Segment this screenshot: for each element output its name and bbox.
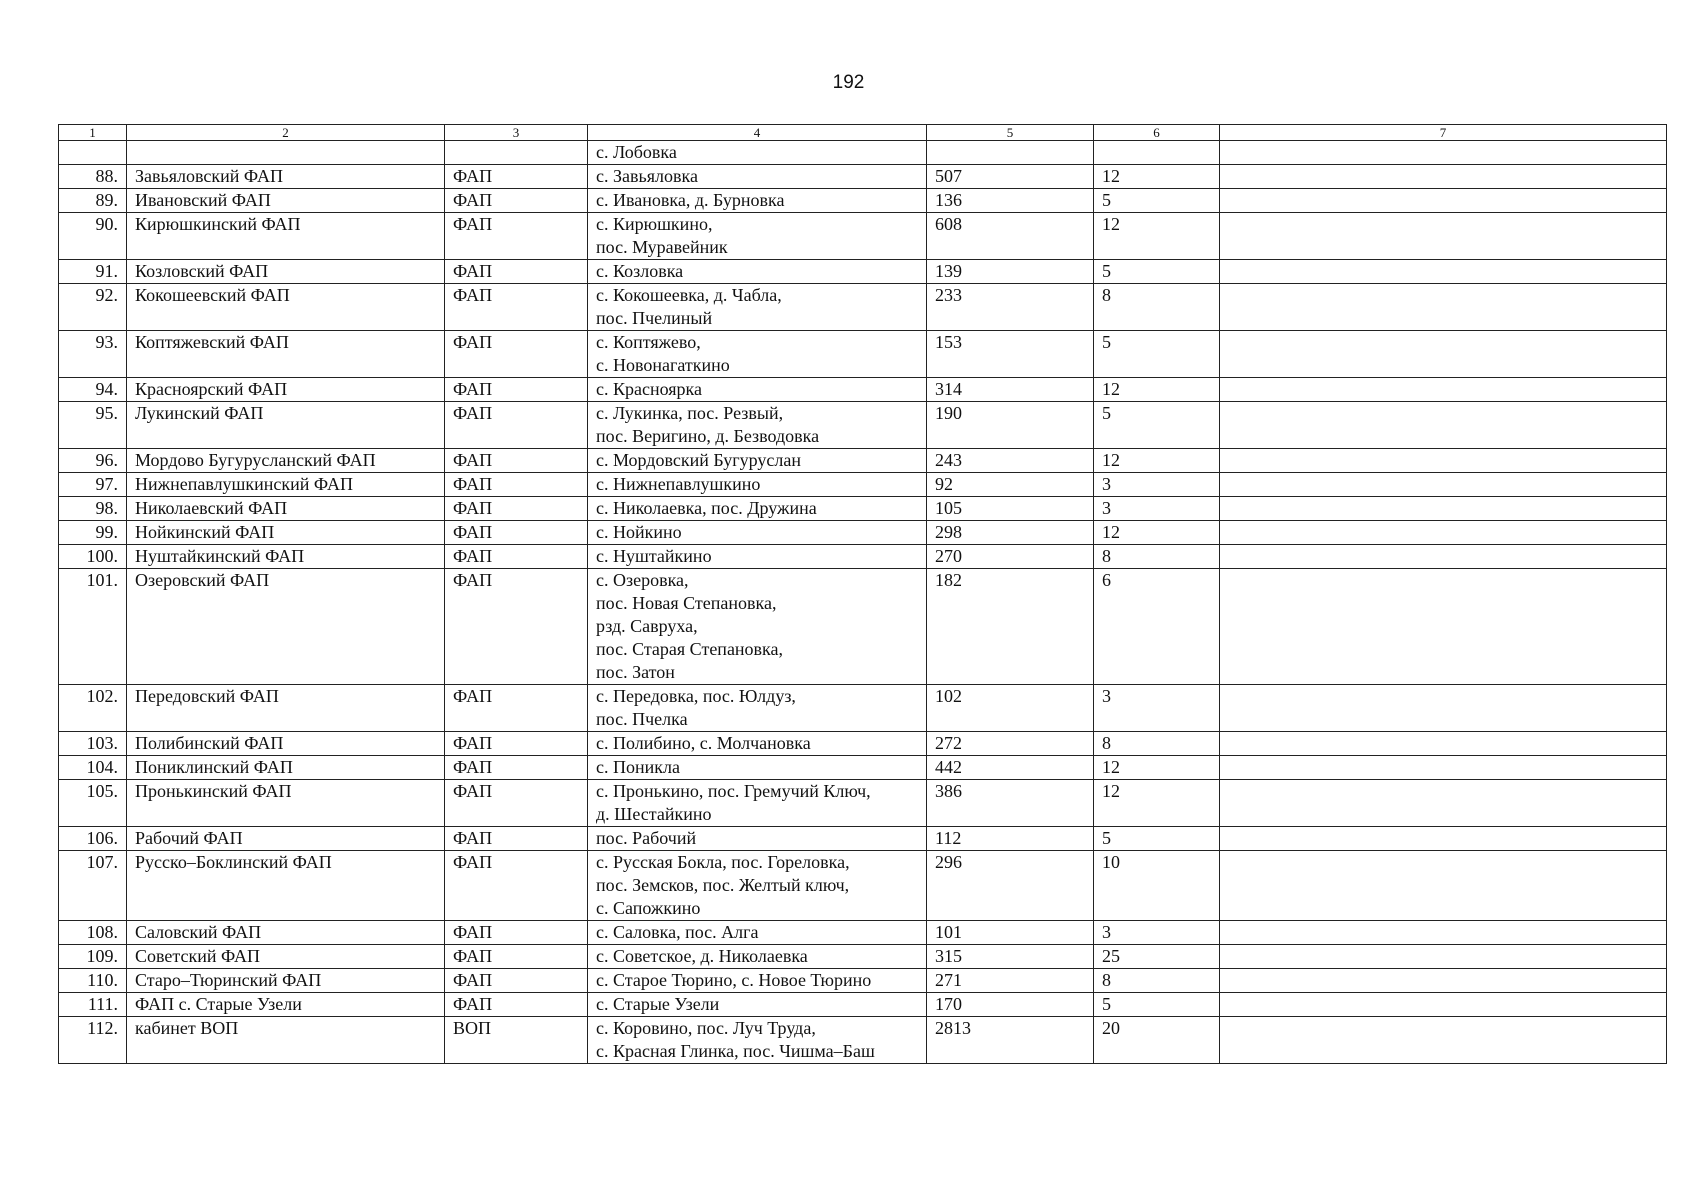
facility-type: ФАП [445,213,588,260]
column-5-value [927,141,1094,165]
row-number: 109. [59,945,127,969]
column-5-value: 298 [927,521,1094,545]
served-settlements [588,189,927,213]
column-6-value: 3 [1094,473,1220,497]
row-number: 92. [59,284,127,331]
column-7-value [1220,284,1667,331]
settlement-line: с. Красная Глинка, пос. Чишма–Баш [596,1041,875,1061]
served-settlements [588,921,927,945]
facility-type: ФАП [445,521,588,545]
table-row [59,521,1667,545]
column-5-value: 153 [927,331,1094,378]
settlement-line: с. Коровино, пос. Луч Труда, [596,1018,816,1038]
column-6-value: 3 [1094,921,1220,945]
settlement-line: с. Завьяловка [596,166,698,186]
facility-type [445,141,588,165]
column-7-value [1220,331,1667,378]
facility-type: ВОП [445,1017,588,1064]
table-row [59,449,1667,473]
column-7-value [1220,473,1667,497]
served-settlements [588,780,927,827]
facility-name: Красноярский ФАП [127,378,445,402]
column-5-value: 386 [927,780,1094,827]
row-number: 112. [59,1017,127,1064]
column-7-value [1220,260,1667,284]
column-5-value: 272 [927,732,1094,756]
column-6-value: 5 [1094,331,1220,378]
facility-name: Советский ФАП [127,945,445,969]
page-number: 192 [832,72,865,93]
table-row [59,1017,1667,1064]
column-6-value: 8 [1094,969,1220,993]
column-6-value: 25 [1094,945,1220,969]
served-settlements [588,165,927,189]
facility-name: кабинет ВОП [127,1017,445,1064]
column-5-value: 102 [927,685,1094,732]
facility-type: ФАП [445,545,588,569]
settlement-line: с. Лукинка, пос. Резвый, [596,403,784,423]
table-row [59,545,1667,569]
row-number: 99. [59,521,127,545]
row-number: 94. [59,378,127,402]
facility-name: Озеровский ФАП [127,569,445,685]
column-5-value: 314 [927,378,1094,402]
facility-type: ФАП [445,331,588,378]
table-row [59,945,1667,969]
column-7-value [1220,1017,1667,1064]
row-number: 93. [59,331,127,378]
column-6-value [1094,141,1220,165]
table-row [59,378,1667,402]
settlement-line: с. Нойкино [596,522,682,542]
table-row [59,141,1667,165]
table-row [59,732,1667,756]
column-6-value: 5 [1094,827,1220,851]
settlement-line: с. Коптяжево, [596,332,701,352]
column-6-value: 12 [1094,521,1220,545]
facility-name: Козловский ФАП [127,260,445,284]
served-settlements [588,685,927,732]
column-5-value: 608 [927,213,1094,260]
settlement-line: пос. Старая Степановка, [596,639,784,659]
facility-name: Нижнепавлушкинский ФАП [127,473,445,497]
served-settlements [588,213,927,260]
column-6-value: 5 [1094,189,1220,213]
column-6-value: 5 [1094,993,1220,1017]
facility-type: ФАП [445,780,588,827]
column-7-value [1220,521,1667,545]
column-5-value: 271 [927,969,1094,993]
row-number: 101. [59,569,127,685]
served-settlements [588,1017,927,1064]
served-settlements [588,331,927,378]
facility-name: Передовский ФАП [127,685,445,732]
column-7-value [1220,827,1667,851]
column-5-value: 233 [927,284,1094,331]
column-5-value: 296 [927,851,1094,921]
facility-name: Лукинский ФАП [127,402,445,449]
column-6-value: 5 [1094,402,1220,449]
served-settlements [588,473,927,497]
settlement-line: с. Пронькино, пос. Гремучий Ключ, [596,781,871,801]
facility-type: ФАП [445,945,588,969]
row-number: 88. [59,165,127,189]
facility-type: ФАП [445,827,588,851]
row-number: 90. [59,213,127,260]
column-6-value: 5 [1094,260,1220,284]
facility-type: ФАП [445,497,588,521]
table-row [59,827,1667,851]
settlement-line: с. Кирюшкино, [596,214,713,234]
column-7-value [1220,213,1667,260]
facility-table [58,124,1667,1064]
column-7-value [1220,569,1667,685]
column-7-value [1220,189,1667,213]
settlement-line: д. Шестайкино [596,804,712,824]
row-number: 100. [59,545,127,569]
settlement-line: с. Полибино, с. Молчановка [596,733,811,753]
row-number [59,141,127,165]
facility-type: ФАП [445,402,588,449]
settlement-line: с. Козловка [596,261,684,281]
served-settlements [588,993,927,1017]
column-6-value: 3 [1094,497,1220,521]
facility-name: Полибинский ФАП [127,732,445,756]
column-5-value: 136 [927,189,1094,213]
facility-name: Кирюшкинский ФАП [127,213,445,260]
settlement-line: с. Мордовский Бугуруслан [596,450,801,470]
row-number: 97. [59,473,127,497]
served-settlements [588,402,927,449]
facility-type: ФАП [445,473,588,497]
facility-name: Рабочий ФАП [127,827,445,851]
table-row [59,569,1667,685]
column-6-value: 3 [1094,685,1220,732]
served-settlements [588,284,927,331]
facility-name: Пронькинский ФАП [127,780,445,827]
row-number: 110. [59,969,127,993]
table-body [59,125,1667,1064]
facility-name: Нуштайкинский ФАП [127,545,445,569]
column-6-value: 8 [1094,545,1220,569]
served-settlements [588,945,927,969]
column-7-value [1220,945,1667,969]
column-6-value: 8 [1094,284,1220,331]
settlement-line: рзд. Савруха, [596,616,698,636]
column-6-value: 10 [1094,851,1220,921]
row-number: 111. [59,993,127,1017]
settlement-line: пос. Муравейник [596,237,728,257]
settlement-line: пос. Земсков, пос. Желтый ключ, [596,875,850,895]
settlement-line: с. Нижнепавлушкино [596,474,761,494]
settlement-line: с. Сапожкино [596,898,701,918]
column-7-value [1220,165,1667,189]
column-6-value: 6 [1094,569,1220,685]
facility-name: Коптяжевский ФАП [127,331,445,378]
column-7-value [1220,545,1667,569]
table-row [59,497,1667,521]
facility-type: ФАП [445,449,588,473]
settlement-line: пос. Веригино, д. Безводовка [596,426,820,446]
settlement-line: с. Ивановка, д. Бурновка [596,190,785,210]
settlement-line: с. Озеровка, [596,570,689,590]
row-number: 96. [59,449,127,473]
settlement-line: с. Старое Тюрино, с. Новое Тюрино [596,970,872,990]
facility-type: ФАП [445,165,588,189]
column-5-value: 442 [927,756,1094,780]
column-5-value: 182 [927,569,1094,685]
column-6-value: 12 [1094,213,1220,260]
column-5-value: 270 [927,545,1094,569]
row-number: 102. [59,685,127,732]
column-7-value [1220,921,1667,945]
column-number: 3 [445,125,588,141]
column-5-value: 105 [927,497,1094,521]
column-5-value: 315 [927,945,1094,969]
column-5-value: 170 [927,993,1094,1017]
column-6-value: 8 [1094,732,1220,756]
served-settlements [588,851,927,921]
column-5-value: 190 [927,402,1094,449]
facility-type: ФАП [445,756,588,780]
column-6-value: 12 [1094,449,1220,473]
column-5-value: 2813 [927,1017,1094,1064]
settlement-line: пос. Затон [596,662,675,682]
table-row [59,969,1667,993]
column-6-value: 12 [1094,780,1220,827]
facility-name: Нойкинский ФАП [127,521,445,545]
settlement-line: с. Лобовка [596,142,677,162]
column-number: 7 [1220,125,1667,141]
column-7-value [1220,851,1667,921]
facility-name: Старо–Тюринский ФАП [127,969,445,993]
row-number: 103. [59,732,127,756]
facility-type: ФАП [445,685,588,732]
facility-type: ФАП [445,569,588,685]
column-number: 4 [588,125,927,141]
facility-name: Ивановский ФАП [127,189,445,213]
facility-name: Николаевский ФАП [127,497,445,521]
table-row [59,993,1667,1017]
table-row [59,213,1667,260]
column-7-value [1220,497,1667,521]
column-7-value [1220,402,1667,449]
column-number: 5 [927,125,1094,141]
settlement-line: пос. Рабочий [596,828,697,848]
column-5-value: 243 [927,449,1094,473]
column-5-value: 139 [927,260,1094,284]
table-row [59,284,1667,331]
facility-name: ФАП с. Старые Узели [127,993,445,1017]
settlement-line: пос. Пчелиный [596,308,713,328]
served-settlements [588,756,927,780]
settlement-line: с. Русская Бокла, пос. Гореловка, [596,852,850,872]
row-number: 98. [59,497,127,521]
table-row [59,851,1667,921]
table-row [59,685,1667,732]
facility-name: Завьяловский ФАП [127,165,445,189]
facility-type: ФАП [445,851,588,921]
settlement-line: с. Старые Узели [596,994,720,1014]
facility-type: ФАП [445,993,588,1017]
settlement-line: пос. Новая Степановка, [596,593,777,613]
facility-name: Русско–Боклинский ФАП [127,851,445,921]
facility-name: Пониклинский ФАП [127,756,445,780]
row-number: 108. [59,921,127,945]
table-row [59,756,1667,780]
column-5-value: 507 [927,165,1094,189]
column-6-value: 12 [1094,756,1220,780]
table-row [59,165,1667,189]
served-settlements [588,378,927,402]
facility-type: ФАП [445,969,588,993]
row-number: 89. [59,189,127,213]
table-row [59,331,1667,378]
column-7-value [1220,993,1667,1017]
served-settlements [588,732,927,756]
column-number: 2 [127,125,445,141]
column-5-value: 101 [927,921,1094,945]
served-settlements [588,141,927,165]
column-7-value [1220,780,1667,827]
column-6-value: 12 [1094,165,1220,189]
facility-type: ФАП [445,260,588,284]
row-number: 107. [59,851,127,921]
settlement-line: с. Нуштайкино [596,546,712,566]
settlement-line: с. Поникла [596,757,680,777]
column-7-value [1220,141,1667,165]
row-number: 95. [59,402,127,449]
column-number: 6 [1094,125,1220,141]
served-settlements [588,521,927,545]
column-5-value: 92 [927,473,1094,497]
column-7-value [1220,378,1667,402]
served-settlements [588,449,927,473]
served-settlements [588,497,927,521]
served-settlements [588,545,927,569]
facility-type: ФАП [445,378,588,402]
served-settlements [588,569,927,685]
column-7-value [1220,969,1667,993]
settlement-line: с. Красноярка [596,379,703,399]
row-number: 106. [59,827,127,851]
column-7-value [1220,756,1667,780]
settlement-line: с. Кокошеевка, д. Чабла, [596,285,782,305]
table-row [59,189,1667,213]
served-settlements [588,827,927,851]
served-settlements [588,969,927,993]
facility-name: Мордово Бугурусланский ФАП [127,449,445,473]
facility-type: ФАП [445,732,588,756]
settlement-line: с. Николаевка, пос. Дружина [596,498,817,518]
column-7-value [1220,685,1667,732]
table-row [59,473,1667,497]
column-number: 1 [59,125,127,141]
table-row [59,921,1667,945]
facility-name: Кокошеевский ФАП [127,284,445,331]
settlement-line: с. Саловка, пос. Алга [596,922,759,942]
table-row [59,402,1667,449]
column-number-row [59,125,1667,141]
table-row [59,780,1667,827]
column-6-value: 12 [1094,378,1220,402]
served-settlements [588,260,927,284]
facility-name [127,141,445,165]
settlement-line: пос. Пчелка [596,709,688,729]
row-number: 91. [59,260,127,284]
facility-type: ФАП [445,921,588,945]
table-row [59,260,1667,284]
facility-type: ФАП [445,189,588,213]
settlement-line: с. Советское, д. Николаевка [596,946,808,966]
column-6-value: 20 [1094,1017,1220,1064]
settlement-line: с. Передовка, пос. Юлдуз, [596,686,796,706]
column-7-value [1220,732,1667,756]
row-number: 104. [59,756,127,780]
row-number: 105. [59,780,127,827]
column-5-value: 112 [927,827,1094,851]
settlement-line: с. Новонагаткино [596,355,730,375]
facility-name: Саловский ФАП [127,921,445,945]
column-7-value [1220,449,1667,473]
facility-type: ФАП [445,284,588,331]
